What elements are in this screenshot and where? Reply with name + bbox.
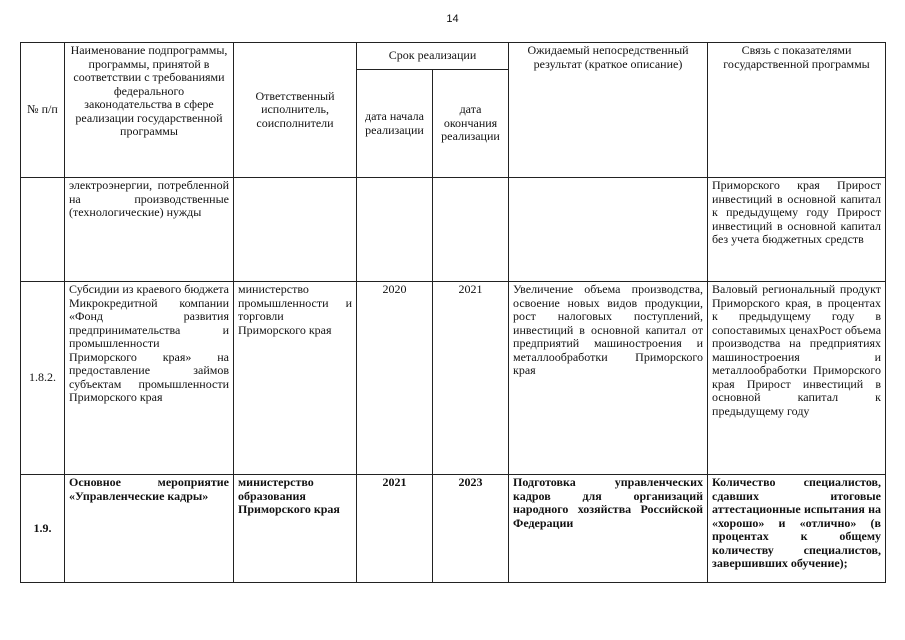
row-executor: министерство промышленности и торговли Приморского края	[234, 282, 357, 475]
row-number	[21, 178, 65, 282]
table-row	[21, 282, 886, 475]
table-row	[21, 178, 886, 282]
row-end-date: 2023	[433, 475, 509, 583]
page-number: 14	[446, 13, 459, 25]
header-col-executor: Ответственный исполнитель, соисполнители	[234, 43, 357, 178]
row-executor	[234, 178, 357, 282]
table-row	[21, 475, 886, 583]
row-start-date: 2020	[357, 282, 433, 475]
row-result	[509, 178, 708, 282]
header-col-number: № п/п	[21, 43, 65, 178]
header-col-period: Срок реализации	[357, 43, 509, 70]
row-name: Субсидии из краевого бюджета Микрокредитной компании «Фонд развития предпринимательства и промышленности Приморского края» на предоставление займов субъектам промышленности Приморского края	[65, 282, 234, 475]
row-executor: министерство образования Приморского края	[234, 475, 357, 583]
program-table	[20, 42, 886, 583]
row-start-date	[357, 178, 433, 282]
row-end-date: 2021	[433, 282, 509, 475]
row-start-date: 2021	[357, 475, 433, 583]
row-number: 1.9.	[21, 475, 65, 583]
row-name: электроэнергии, потребленной на производственные (технологические) нужды	[65, 178, 234, 282]
row-number: 1.8.2.	[21, 282, 65, 475]
row-name: Основное мероприятие «Управленческие кадры»	[65, 475, 234, 583]
row-link: Валовый региональный продукт Приморского края, в процентах к предыдущему году в сопоставимых ценахРост объема производства на предприятиях машиностроения и металлообработки Приморского края Прирост инвестиций в основной капитал к предыдущему году	[708, 282, 886, 475]
header-col-result: Ожидаемый непосредственный результат (краткое описание)	[509, 43, 708, 178]
row-end-date	[433, 178, 509, 282]
row-result: Подготовка управленческих кадров для организаций народного хозяйства Российской Федерации	[509, 475, 708, 583]
row-link: Приморского края Прирост инвестиций в основной капитал к предыдущему году Прирост инвестиций в основной капитал без учета бюджетных средств	[708, 178, 886, 282]
header-col-start-date: дата начала реализации	[357, 70, 433, 178]
row-link: Количество специалистов, сдавших итоговые аттестационные испытания на «хорошо» и «отлично» (в процентах к общему количеству специалистов, завершивших обучение);	[708, 475, 886, 583]
header-col-link: Связь с показателями государственной программы	[708, 43, 886, 178]
header-col-end-date: дата окончания реализации	[433, 70, 509, 178]
row-result: Увеличение объема производства, освоение новых видов продукции, рост налоговых поступлений, инвестиций в основной капитал от предприятий машиностроения и металлообработки Приморского края	[509, 282, 708, 475]
header-col-name: Наименование подпрограммы, программы, принятой в соответствии с требованиями федерального законодательства в сфере реализации государственной программы	[65, 43, 234, 178]
